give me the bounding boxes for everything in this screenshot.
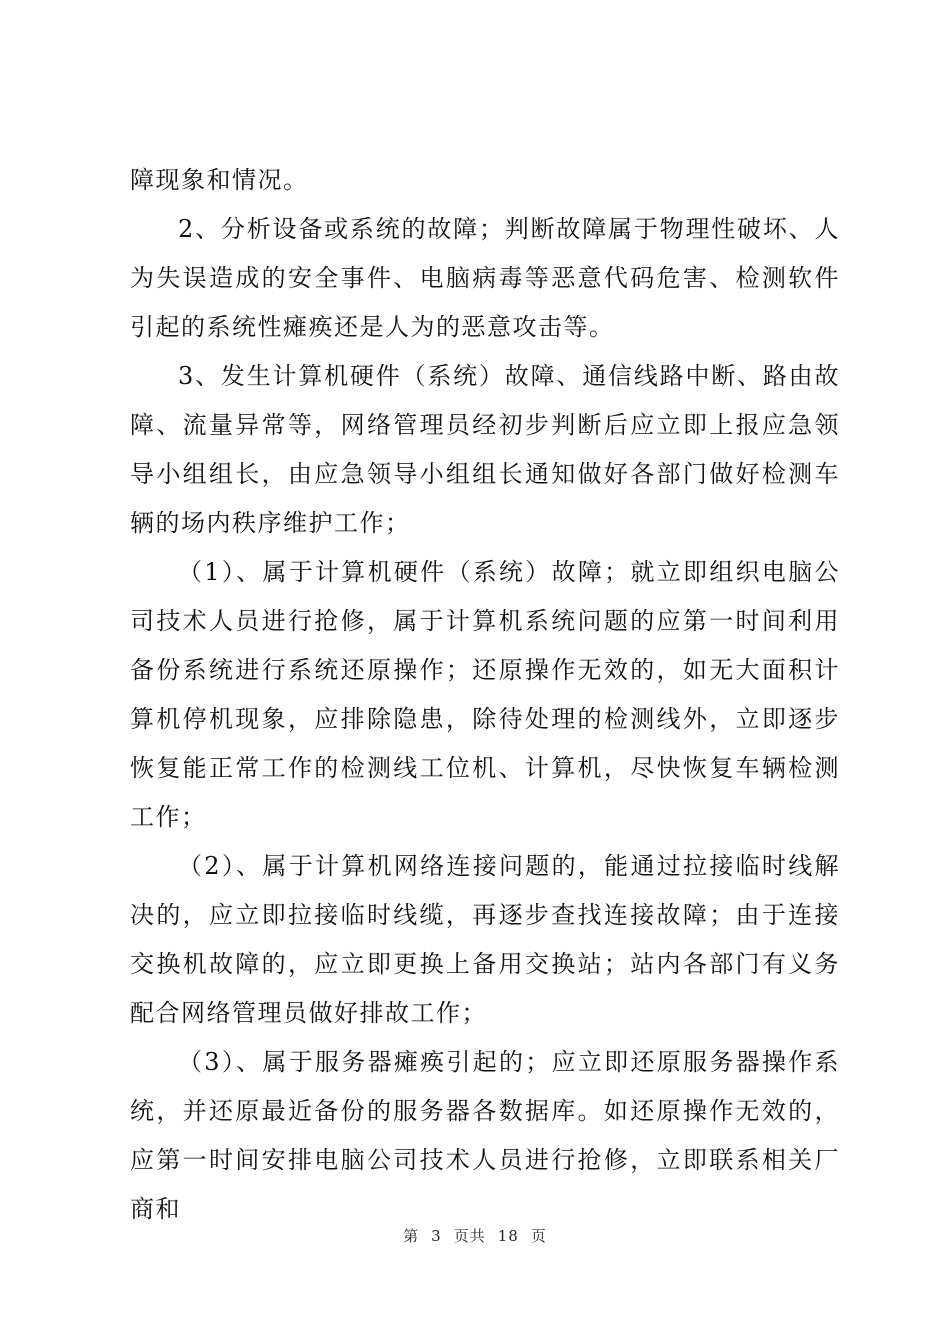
footer-suffix: 页 — [530, 1227, 547, 1245]
footer-prefix: 第 — [403, 1227, 420, 1245]
footer-middle: 页共 — [453, 1227, 486, 1245]
paragraph-subitem-3: （3）、属于服务器瘫痪引起的；应立即还原服务器操作系统，并还原最近备份的服务器各数据库。如还原操作无效的，应第一时间安排电脑公司技术人员进行抢修，立即联系相关厂商和 — [130, 1048, 840, 1223]
page-footer — [0, 1226, 950, 1246]
paragraph-subitem-1: （1）、属于计算机硬件（系统）故障；就立即组织电脑公司技术人员进行抢修，属于计算机系统问题的应第一时间利用备份系统进行系统还原操作；还原操作无效的，如无大面积计算机停机现象，应排除隐患，除待处理的检测线外，立即逐步恢复能正常工作的检测线工位机、计算机，尽快恢复车辆检测工作； — [130, 558, 840, 831]
footer-current-page: 3 — [431, 1227, 442, 1245]
paragraph-continuation: 障现象和情况。 — [130, 166, 309, 194]
footer-total-pages: 18 — [497, 1227, 519, 1245]
paragraph-item-2: 2、分析设备或系统的故障；判断故障属于物理性破坏、人为失误造成的安全事件、电脑病毒等恶意代码危害、检测软件引起的系统性瘫痪还是人为的恶意攻击等。 — [130, 215, 840, 341]
paragraph-item-3: 3、发生计算机硬件（系统）故障、通信线路中断、路由故障、流量异常等，网络管理员经初步判断后应立即上报应急领导小组组长，由应急领导小组组长通知做好各部门做好检测车辆的场内秩序维护工作； — [130, 362, 840, 537]
document-body — [130, 156, 840, 1234]
paragraph-subitem-2: （2）、属于计算机网络连接问题的，能通过拉接临时线解决的，应立即拉接临时线缆，再逐步查找连接故障；由于连接交换机故障的，应立即更换上备用交换站；站内各部门有义务配合网络管理员做好排故工作； — [130, 852, 840, 1027]
